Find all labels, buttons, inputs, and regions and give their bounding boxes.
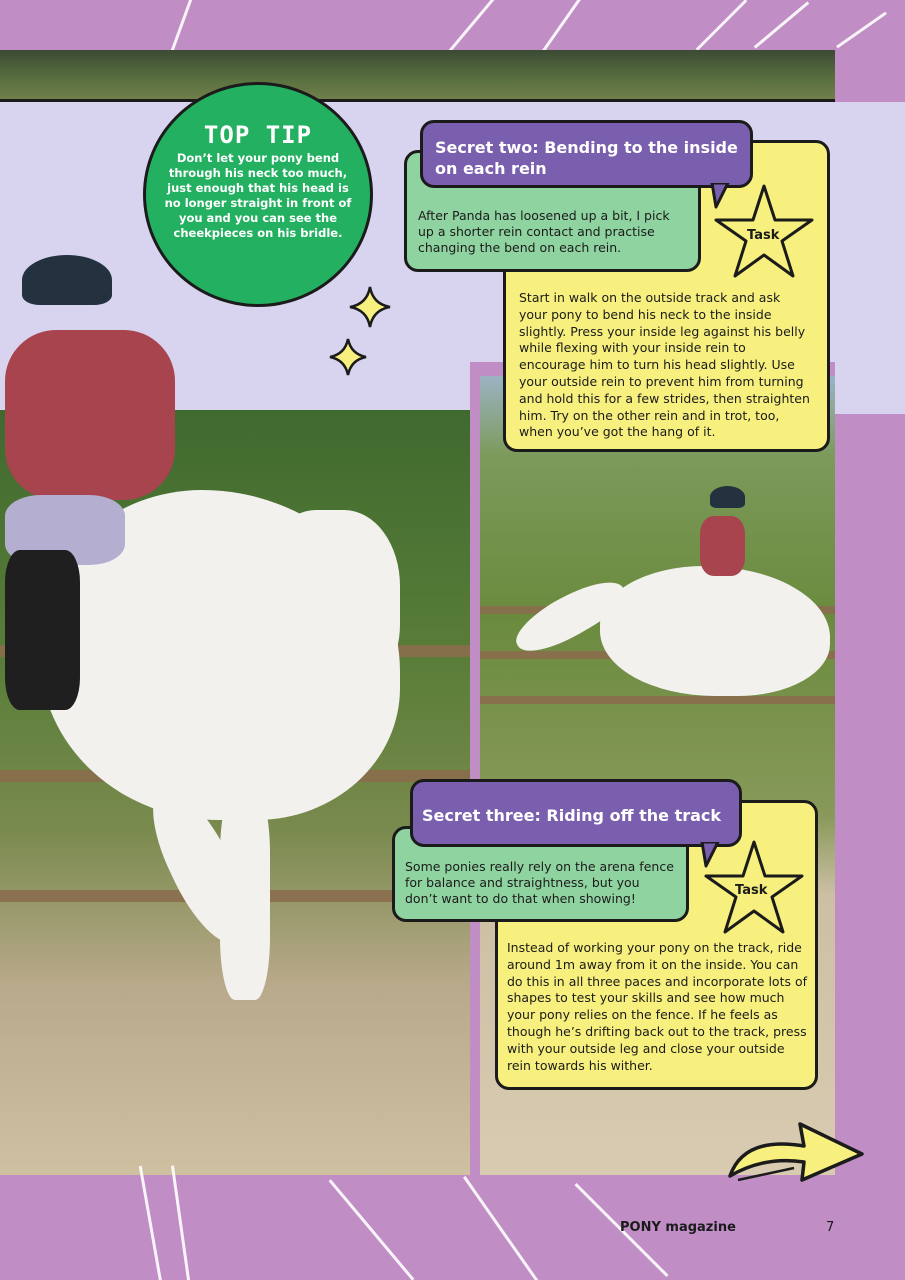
- top-tip-bubble: [143, 82, 373, 307]
- secret-three-task-label: Task: [735, 883, 768, 898]
- secret-three-task-text: Instead of working your pony on the track, ride around 1m away from it on the inside. You can do this in all three paces and incorporate lots of shapes to test your skills and see how much your pony relies on the fence. If he feels as though he’s drifting back out to the track, press with your outside leg and close your outside rein towards his wither.: [507, 940, 808, 1073]
- secret-two-task-label: Task: [747, 228, 780, 243]
- top-tip-title: TOP TIP: [203, 121, 313, 149]
- next-arrow-icon: [724, 1106, 870, 1186]
- photo-strip-top: [0, 50, 835, 102]
- secret-three-heading-box: [410, 779, 742, 847]
- secret-two-heading: Secret two: Bending to the inside on each rein: [435, 138, 738, 178]
- photo-rider-torso: [0, 250, 200, 720]
- secret-two-task-text: Start in walk on the outside track and ask your pony to bend his neck to the inside slightly. Press your inside leg against his belly while flexing with your inside rein to encourage him to turn his head slightly. Use your outside rein to prevent him from turning and hold this for a few strides, then straighten him. Try on the other rein and in trot, too, when you’ve got the hang of it.: [519, 290, 810, 440]
- bottom-band: [0, 1175, 905, 1280]
- top-tip-text: Don’t let your pony bend through his neck too much, just enough that his head is no longer straight in front of you and you can see the cheekpieces on his bridle.: [164, 151, 352, 240]
- secret-three-heading: Secret three: Riding off the track: [422, 806, 722, 825]
- secret-three-intro: Some ponies really rely on the arena fence for balance and straightness, but you don’t want to do that when showing!: [405, 859, 674, 906]
- decorative-stripes: [0, 0, 905, 50]
- secret-two-heading-box: [420, 120, 753, 188]
- secret-two-intro: After Panda has loosened up a bit, I pick up a shorter rein contact and practise changing the bend on each rein.: [418, 208, 670, 255]
- sparkle-icon: [328, 337, 368, 377]
- magazine-name: PONY magazine: [620, 1220, 736, 1235]
- page-number: 7: [826, 1220, 835, 1235]
- sparkle-icon: [348, 285, 392, 329]
